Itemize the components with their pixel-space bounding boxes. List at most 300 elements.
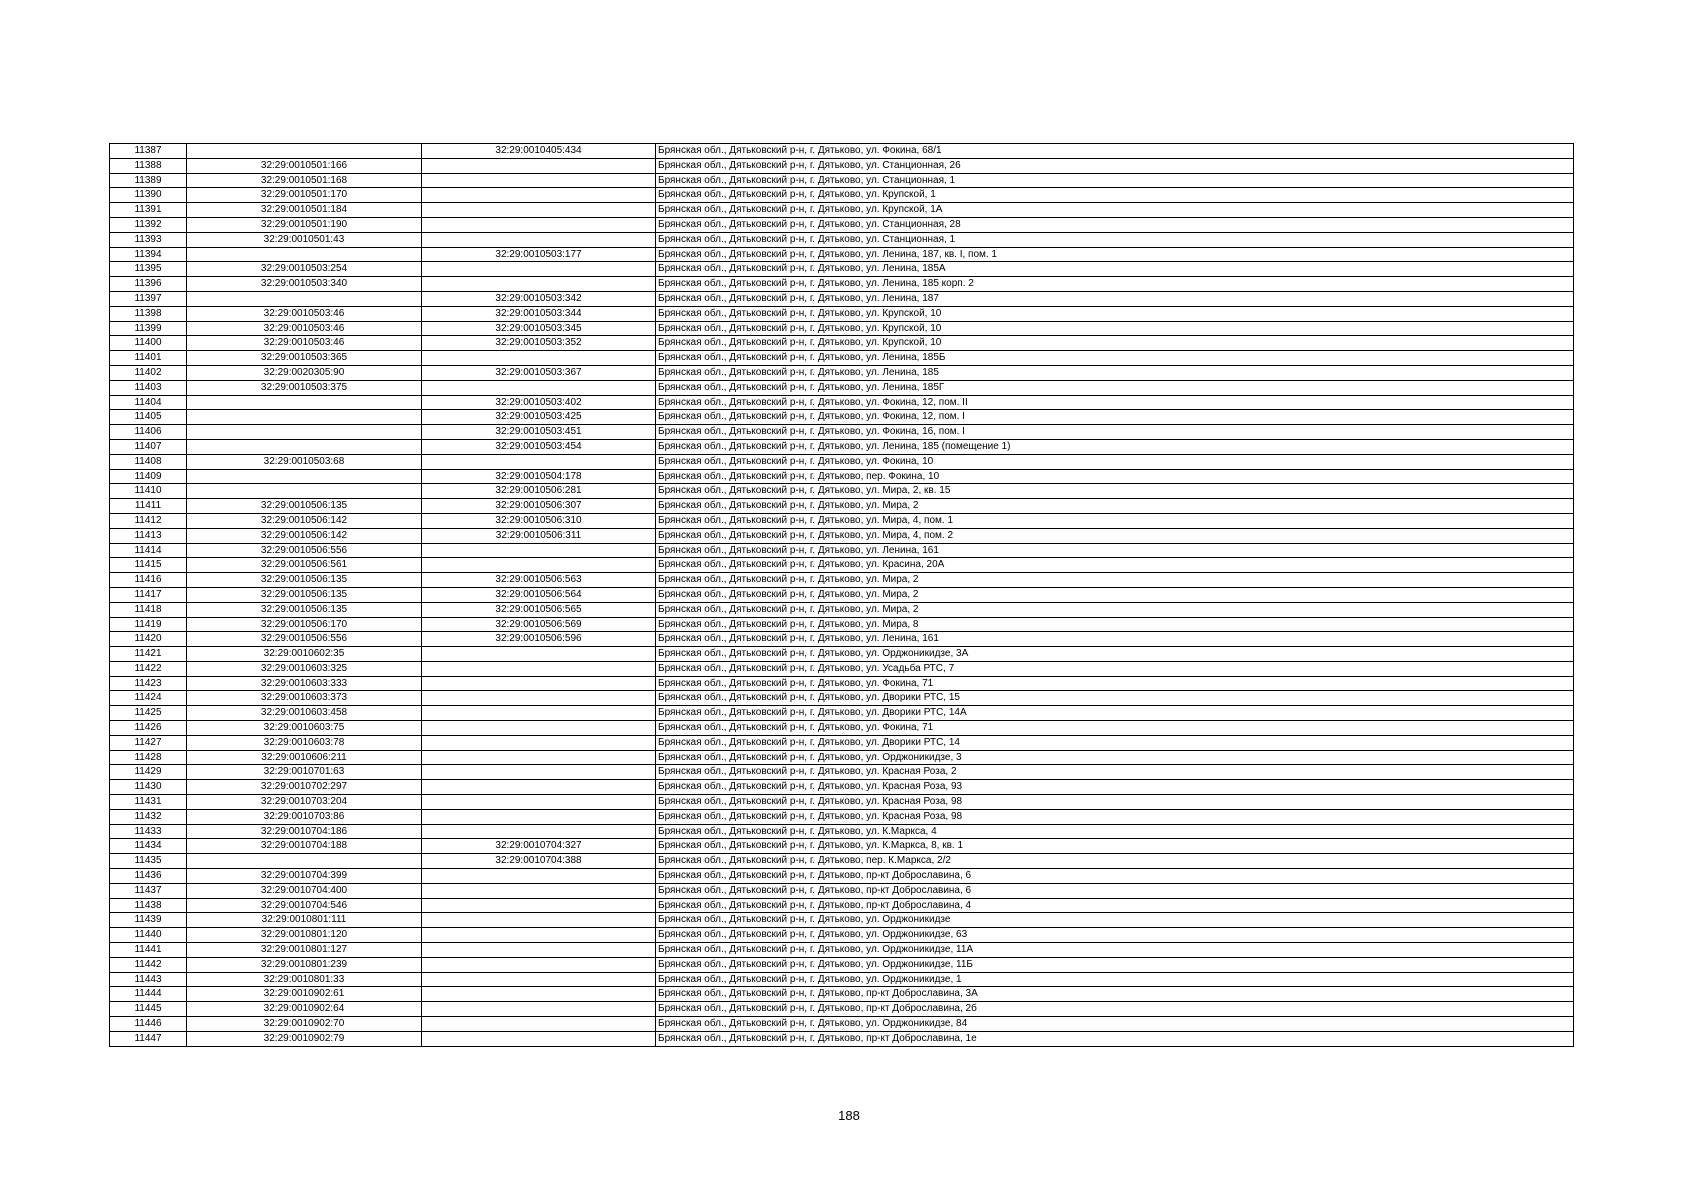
cell-row-number: 11403 <box>110 380 187 395</box>
table-row <box>110 972 1574 987</box>
cell-cadastral-number: 32:29:0010501:190 <box>187 217 422 232</box>
cell-cadastral-number <box>187 291 422 306</box>
cell-address: Брянская обл., Дятьковский р-н, г. Дятьково, ул. Ленина, 185 <box>656 365 1574 380</box>
table-row <box>110 913 1574 928</box>
cell-cadastral-number: 32:29:0010902:64 <box>187 1002 422 1017</box>
cell-cadastral-number: 32:29:0010603:373 <box>187 691 422 706</box>
cell-row-number: 11423 <box>110 676 187 691</box>
cell-cadastral-number: 32:29:0010704:186 <box>187 824 422 839</box>
cell-cadastral-number: 32:29:0010603:333 <box>187 676 422 691</box>
cell-object-cadastral-number: 32:29:0010503:451 <box>422 425 656 440</box>
cell-cadastral-number: 32:29:0010501:168 <box>187 173 422 188</box>
table-row <box>110 173 1574 188</box>
cell-object-cadastral-number: 32:29:0010503:454 <box>422 439 656 454</box>
cell-object-cadastral-number: 32:29:0010503:402 <box>422 395 656 410</box>
table-row <box>110 277 1574 292</box>
cell-address: Брянская обл., Дятьковский р-н, г. Дятьково, ул. Дворики РТС, 15 <box>656 691 1574 706</box>
table-row <box>110 928 1574 943</box>
table-row <box>110 824 1574 839</box>
cell-row-number: 11418 <box>110 602 187 617</box>
cell-row-number: 11420 <box>110 632 187 647</box>
cell-address: Брянская обл., Дятьковский р-н, г. Дятьково, ул. Ленина, 185Б <box>656 351 1574 366</box>
cell-address: Брянская обл., Дятьковский р-н, г. Дятьково, ул. Крупской, 10 <box>656 321 1574 336</box>
cell-cadastral-number: 32:29:0010503:375 <box>187 380 422 395</box>
table-row <box>110 336 1574 351</box>
cell-address: Брянская обл., Дятьковский р-н, г. Дятьково, ул. Орджоникидзе, 11Б <box>656 957 1574 972</box>
cell-object-cadastral-number <box>422 158 656 173</box>
cell-object-cadastral-number <box>422 898 656 913</box>
cell-row-number: 11427 <box>110 735 187 750</box>
registry-table-body <box>110 144 1574 1047</box>
cell-cadastral-number: 32:29:0010506:135 <box>187 499 422 514</box>
cell-object-cadastral-number <box>422 380 656 395</box>
cell-address: Брянская обл., Дятьковский р-н, г. Дятьково, пр-кт Доброславина, 2б <box>656 1002 1574 1017</box>
cell-row-number: 11429 <box>110 765 187 780</box>
cell-row-number: 11440 <box>110 928 187 943</box>
cell-object-cadastral-number: 32:29:0010506:563 <box>422 573 656 588</box>
table-row <box>110 632 1574 647</box>
cell-row-number: 11404 <box>110 395 187 410</box>
cell-object-cadastral-number: 32:29:0010503:425 <box>422 410 656 425</box>
cell-cadastral-number: 32:29:0010703:204 <box>187 795 422 810</box>
cell-address: Брянская обл., Дятьковский р-н, г. Дятьково, ул. Орджоникидзе <box>656 913 1574 928</box>
cell-cadastral-number: 32:29:0010704:399 <box>187 869 422 884</box>
cell-object-cadastral-number: 32:29:0010506:307 <box>422 499 656 514</box>
cell-address: Брянская обл., Дятьковский р-н, г. Дятьково, пер. К.Маркса, 2/2 <box>656 854 1574 869</box>
cell-row-number: 11409 <box>110 469 187 484</box>
cell-address: Брянская обл., Дятьковский р-н, г. Дятьково, ул. Мира, 2, кв. 15 <box>656 484 1574 499</box>
cell-address: Брянская обл., Дятьковский р-н, г. Дятьково, пр-кт Доброславина, 6 <box>656 869 1574 884</box>
cell-row-number: 11414 <box>110 543 187 558</box>
cell-row-number: 11400 <box>110 336 187 351</box>
cell-row-number: 11398 <box>110 306 187 321</box>
cell-cadastral-number: 32:29:0010801:111 <box>187 913 422 928</box>
cell-address: Брянская обл., Дятьковский р-н, г. Дятьково, ул. Орджоникидзе, 1 <box>656 972 1574 987</box>
cell-address: Брянская обл., Дятьковский р-н, г. Дятьково, ул. Крупской, 10 <box>656 306 1574 321</box>
cell-address: Брянская обл., Дятьковский р-н, г. Дятьково, ул. Ленина, 161 <box>656 632 1574 647</box>
cell-object-cadastral-number <box>422 543 656 558</box>
cell-row-number: 11434 <box>110 839 187 854</box>
cell-row-number: 11441 <box>110 943 187 958</box>
cell-object-cadastral-number <box>422 188 656 203</box>
cell-row-number: 11390 <box>110 188 187 203</box>
cell-address: Брянская обл., Дятьковский р-н, г. Дятьково, ул. Дворики РТС, 14 <box>656 735 1574 750</box>
cell-object-cadastral-number <box>422 943 656 958</box>
cell-address: Брянская обл., Дятьковский р-н, г. Дятьково, ул. Мира, 2 <box>656 602 1574 617</box>
cell-address: Брянская обл., Дятьковский р-н, г. Дятьково, ул. Фокина, 16, пом. I <box>656 425 1574 440</box>
cell-address: Брянская обл., Дятьковский р-н, г. Дятьково, ул. Мира, 8 <box>656 617 1574 632</box>
cell-row-number: 11421 <box>110 647 187 662</box>
cell-address: Брянская обл., Дятьковский р-н, г. Дятьково, ул. Крупской, 10 <box>656 336 1574 351</box>
cell-row-number: 11407 <box>110 439 187 454</box>
cell-object-cadastral-number <box>422 765 656 780</box>
table-row <box>110 469 1574 484</box>
cell-row-number: 11443 <box>110 972 187 987</box>
cell-row-number: 11397 <box>110 291 187 306</box>
table-row <box>110 528 1574 543</box>
cell-cadastral-number: 32:29:0020305:90 <box>187 365 422 380</box>
cell-cadastral-number: 32:29:0010501:184 <box>187 203 422 218</box>
cell-cadastral-number: 32:29:0010801:120 <box>187 928 422 943</box>
cell-cadastral-number: 32:29:0010701:63 <box>187 765 422 780</box>
cell-cadastral-number: 32:29:0010603:78 <box>187 735 422 750</box>
cell-address: Брянская обл., Дятьковский р-н, г. Дятьково, ул. Фокина, 10 <box>656 454 1574 469</box>
cell-cadastral-number: 32:29:0010501:166 <box>187 158 422 173</box>
cell-address: Брянская обл., Дятьковский р-н, г. Дятьково, ул. Ленина, 185Г <box>656 380 1574 395</box>
cell-cadastral-number: 32:29:0010503:46 <box>187 306 422 321</box>
cell-address: Брянская обл., Дятьковский р-н, г. Дятьково, ул. Фокина, 71 <box>656 721 1574 736</box>
cell-address: Брянская обл., Дятьковский р-н, г. Дятьково, ул. Фокина, 68/1 <box>656 144 1574 159</box>
cell-address: Брянская обл., Дятьковский р-н, г. Дятьково, ул. Орджоникидзе, 11А <box>656 943 1574 958</box>
cell-object-cadastral-number <box>422 232 656 247</box>
cell-address: Брянская обл., Дятьковский р-н, г. Дятьково, ул. Фокина, 12, пом. II <box>656 395 1574 410</box>
table-row <box>110 306 1574 321</box>
cell-cadastral-number: 32:29:0010603:75 <box>187 721 422 736</box>
cell-row-number: 11430 <box>110 780 187 795</box>
table-row <box>110 291 1574 306</box>
cell-object-cadastral-number <box>422 217 656 232</box>
cell-row-number: 11392 <box>110 217 187 232</box>
cell-cadastral-number: 32:29:0010902:79 <box>187 1031 422 1046</box>
cell-object-cadastral-number <box>422 1002 656 1017</box>
cell-address: Брянская обл., Дятьковский р-н, г. Дятьково, ул. Ленина, 185А <box>656 262 1574 277</box>
cell-address: Брянская обл., Дятьковский р-н, г. Дятьково, ул. Ленина, 187 <box>656 291 1574 306</box>
cell-address: Брянская обл., Дятьковский р-н, г. Дятьково, пр-кт Доброславина, 1е <box>656 1031 1574 1046</box>
cell-address: Брянская обл., Дятьковский р-н, г. Дятьково, ул. Красная Роза, 93 <box>656 780 1574 795</box>
cell-address: Брянская обл., Дятьковский р-н, г. Дятьково, пер. Фокина, 10 <box>656 469 1574 484</box>
cell-object-cadastral-number <box>422 454 656 469</box>
cell-row-number: 11396 <box>110 277 187 292</box>
cell-object-cadastral-number <box>422 869 656 884</box>
cell-cadastral-number: 32:29:0010902:61 <box>187 987 422 1002</box>
cell-row-number: 11401 <box>110 351 187 366</box>
table-row <box>110 247 1574 262</box>
cell-object-cadastral-number: 32:29:0010504:178 <box>422 469 656 484</box>
cell-address: Брянская обл., Дятьковский р-н, г. Дятьково, ул. Красная Роза, 2 <box>656 765 1574 780</box>
table-row <box>110 869 1574 884</box>
cell-row-number: 11433 <box>110 824 187 839</box>
cell-object-cadastral-number <box>422 928 656 943</box>
cell-object-cadastral-number: 32:29:0010506:311 <box>422 528 656 543</box>
table-row <box>110 676 1574 691</box>
table-row <box>110 691 1574 706</box>
table-row <box>110 1031 1574 1046</box>
cell-object-cadastral-number: 32:29:0010503:367 <box>422 365 656 380</box>
cell-row-number: 11402 <box>110 365 187 380</box>
table-row <box>110 188 1574 203</box>
cell-address: Брянская обл., Дятьковский р-н, г. Дятьково, ул. Станционная, 1 <box>656 173 1574 188</box>
cell-object-cadastral-number <box>422 1031 656 1046</box>
table-row <box>110 1017 1574 1032</box>
cell-cadastral-number: 32:29:0010501:170 <box>187 188 422 203</box>
table-row <box>110 558 1574 573</box>
cell-object-cadastral-number <box>422 173 656 188</box>
cell-object-cadastral-number <box>422 913 656 928</box>
cell-object-cadastral-number <box>422 972 656 987</box>
cell-object-cadastral-number <box>422 883 656 898</box>
table-row <box>110 262 1574 277</box>
cell-object-cadastral-number <box>422 824 656 839</box>
cell-address: Брянская обл., Дятьковский р-н, г. Дятьково, ул. Ленина, 187, кв. I, пом. 1 <box>656 247 1574 262</box>
cell-address: Брянская обл., Дятьковский р-н, г. Дятьково, ул. Фокина, 71 <box>656 676 1574 691</box>
cell-cadastral-number: 32:29:0010506:556 <box>187 632 422 647</box>
table-row <box>110 203 1574 218</box>
cell-object-cadastral-number <box>422 750 656 765</box>
table-row <box>110 499 1574 514</box>
cell-row-number: 11431 <box>110 795 187 810</box>
table-row <box>110 750 1574 765</box>
table-row <box>110 957 1574 972</box>
cell-address: Брянская обл., Дятьковский р-н, г. Дятьково, ул. Красная Роза, 98 <box>656 795 1574 810</box>
cell-cadastral-number <box>187 854 422 869</box>
cell-cadastral-number: 32:29:0010506:556 <box>187 543 422 558</box>
cell-cadastral-number: 32:29:0010603:458 <box>187 706 422 721</box>
cell-object-cadastral-number <box>422 957 656 972</box>
cell-cadastral-number <box>187 410 422 425</box>
cell-object-cadastral-number <box>422 558 656 573</box>
cell-address: Брянская обл., Дятьковский р-н, г. Дятьково, ул. Фокина, 12, пом. I <box>656 410 1574 425</box>
cell-row-number: 11399 <box>110 321 187 336</box>
cell-cadastral-number: 32:29:0010503:365 <box>187 351 422 366</box>
cell-row-number: 11411 <box>110 499 187 514</box>
table-row <box>110 809 1574 824</box>
cell-row-number: 11412 <box>110 513 187 528</box>
cell-address: Брянская обл., Дятьковский р-н, г. Дятьково, ул. Ленина, 185 корп. 2 <box>656 277 1574 292</box>
cell-cadastral-number <box>187 144 422 159</box>
cell-row-number: 11419 <box>110 617 187 632</box>
table-row <box>110 647 1574 662</box>
table-row <box>110 839 1574 854</box>
cell-object-cadastral-number: 32:29:0010503:177 <box>422 247 656 262</box>
table-row <box>110 617 1574 632</box>
cell-cadastral-number: 32:29:0010503:68 <box>187 454 422 469</box>
table-row <box>110 661 1574 676</box>
cell-object-cadastral-number <box>422 1017 656 1032</box>
cell-object-cadastral-number <box>422 795 656 810</box>
cell-address: Брянская обл., Дятьковский р-н, г. Дятьково, ул. Ленина, 161 <box>656 543 1574 558</box>
table-row <box>110 543 1574 558</box>
cell-cadastral-number: 32:29:0010501:43 <box>187 232 422 247</box>
cell-address: Брянская обл., Дятьковский р-н, г. Дятьково, ул. Станционная, 28 <box>656 217 1574 232</box>
cell-row-number: 11437 <box>110 883 187 898</box>
cell-cadastral-number: 32:29:0010702:297 <box>187 780 422 795</box>
table-row <box>110 780 1574 795</box>
cell-row-number: 11445 <box>110 1002 187 1017</box>
table-row <box>110 513 1574 528</box>
cell-object-cadastral-number: 32:29:0010506:564 <box>422 587 656 602</box>
cell-object-cadastral-number <box>422 809 656 824</box>
cell-row-number: 11406 <box>110 425 187 440</box>
cell-cadastral-number <box>187 425 422 440</box>
cell-row-number: 11442 <box>110 957 187 972</box>
table-row <box>110 706 1574 721</box>
cell-cadastral-number: 32:29:0010902:70 <box>187 1017 422 1032</box>
cell-address: Брянская обл., Дятьковский р-н, г. Дятьково, ул. Станционная, 26 <box>656 158 1574 173</box>
table-row <box>110 439 1574 454</box>
cell-row-number: 11391 <box>110 203 187 218</box>
registry-table <box>109 143 1574 1047</box>
cell-cadastral-number: 32:29:0010506:170 <box>187 617 422 632</box>
table-row <box>110 425 1574 440</box>
cell-address: Брянская обл., Дятьковский р-н, г. Дятьково, пр-кт Доброславина, 6 <box>656 883 1574 898</box>
cell-object-cadastral-number: 32:29:0010506:569 <box>422 617 656 632</box>
cell-cadastral-number: 32:29:0010801:33 <box>187 972 422 987</box>
table-row <box>110 721 1574 736</box>
cell-cadastral-number <box>187 395 422 410</box>
cell-cadastral-number: 32:29:0010503:46 <box>187 336 422 351</box>
cell-cadastral-number <box>187 247 422 262</box>
table-row <box>110 395 1574 410</box>
cell-cadastral-number: 32:29:0010506:142 <box>187 528 422 543</box>
cell-cadastral-number: 32:29:0010704:188 <box>187 839 422 854</box>
cell-address: Брянская обл., Дятьковский р-н, г. Дятьково, ул. Мира, 4, пом. 2 <box>656 528 1574 543</box>
cell-address: Брянская обл., Дятьковский р-н, г. Дятьково, ул. Красина, 20А <box>656 558 1574 573</box>
cell-row-number: 11415 <box>110 558 187 573</box>
cell-row-number: 11389 <box>110 173 187 188</box>
cell-cadastral-number: 32:29:0010603:325 <box>187 661 422 676</box>
cell-address: Брянская обл., Дятьковский р-н, г. Дятьково, ул. Орджоникидзе, 3 <box>656 750 1574 765</box>
cell-row-number: 11444 <box>110 987 187 1002</box>
table-row <box>110 454 1574 469</box>
table-row <box>110 321 1574 336</box>
cell-object-cadastral-number: 32:29:0010506:310 <box>422 513 656 528</box>
cell-cadastral-number: 32:29:0010606:211 <box>187 750 422 765</box>
cell-row-number: 11424 <box>110 691 187 706</box>
cell-address: Брянская обл., Дятьковский р-н, г. Дятьково, ул. Ленина, 185 (помещение 1) <box>656 439 1574 454</box>
cell-object-cadastral-number <box>422 721 656 736</box>
cell-object-cadastral-number: 32:29:0010503:344 <box>422 306 656 321</box>
cell-cadastral-number: 32:29:0010506:135 <box>187 573 422 588</box>
cell-row-number: 11426 <box>110 721 187 736</box>
cell-cadastral-number: 32:29:0010703:86 <box>187 809 422 824</box>
table-row <box>110 484 1574 499</box>
cell-object-cadastral-number <box>422 706 656 721</box>
cell-cadastral-number: 32:29:0010704:400 <box>187 883 422 898</box>
cell-row-number: 11428 <box>110 750 187 765</box>
cell-row-number: 11405 <box>110 410 187 425</box>
cell-row-number: 11446 <box>110 1017 187 1032</box>
cell-row-number: 11439 <box>110 913 187 928</box>
cell-address: Брянская обл., Дятьковский р-н, г. Дятьково, ул. Орджоникидзе, 3А <box>656 647 1574 662</box>
cell-row-number: 11432 <box>110 809 187 824</box>
cell-object-cadastral-number <box>422 735 656 750</box>
cell-object-cadastral-number <box>422 661 656 676</box>
cell-cadastral-number: 32:29:0010506:135 <box>187 602 422 617</box>
cell-object-cadastral-number <box>422 277 656 292</box>
cell-object-cadastral-number <box>422 691 656 706</box>
cell-cadastral-number: 32:29:0010506:142 <box>187 513 422 528</box>
cell-object-cadastral-number: 32:29:0010506:596 <box>422 632 656 647</box>
table-row <box>110 795 1574 810</box>
cell-address: Брянская обл., Дятьковский р-н, г. Дятьково, ул. Крупской, 1 <box>656 188 1574 203</box>
cell-address: Брянская обл., Дятьковский р-н, г. Дятьково, ул. Мира, 2 <box>656 573 1574 588</box>
cell-object-cadastral-number <box>422 262 656 277</box>
cell-object-cadastral-number <box>422 647 656 662</box>
cell-object-cadastral-number: 32:29:0010704:388 <box>422 854 656 869</box>
table-row <box>110 898 1574 913</box>
cell-row-number: 11435 <box>110 854 187 869</box>
cell-object-cadastral-number: 32:29:0010503:345 <box>422 321 656 336</box>
table-row <box>110 144 1574 159</box>
cell-address: Брянская обл., Дятьковский р-н, г. Дятьково, пр-кт Доброславина, 3А <box>656 987 1574 1002</box>
cell-object-cadastral-number: 32:29:0010506:565 <box>422 602 656 617</box>
cell-row-number: 11425 <box>110 706 187 721</box>
table-row <box>110 587 1574 602</box>
cell-object-cadastral-number <box>422 351 656 366</box>
cell-object-cadastral-number <box>422 676 656 691</box>
cell-cadastral-number: 32:29:0010801:239 <box>187 957 422 972</box>
cell-object-cadastral-number: 32:29:0010503:342 <box>422 291 656 306</box>
table-row <box>110 943 1574 958</box>
cell-row-number: 11413 <box>110 528 187 543</box>
table-row <box>110 217 1574 232</box>
cell-cadastral-number: 32:29:0010503:254 <box>187 262 422 277</box>
cell-object-cadastral-number <box>422 780 656 795</box>
table-row <box>110 987 1574 1002</box>
table-row <box>110 573 1574 588</box>
cell-address: Брянская обл., Дятьковский р-н, г. Дятьково, ул. К.Маркса, 4 <box>656 824 1574 839</box>
cell-row-number: 11447 <box>110 1031 187 1046</box>
cell-address: Брянская обл., Дятьковский р-н, г. Дятьково, ул. Орджоникидзе, 63 <box>656 928 1574 943</box>
cell-address: Брянская обл., Дятьковский р-н, г. Дятьково, ул. Усадьба РТС, 7 <box>656 661 1574 676</box>
table-row <box>110 410 1574 425</box>
table-row <box>110 854 1574 869</box>
cell-cadastral-number: 32:29:0010503:46 <box>187 321 422 336</box>
table-row <box>110 735 1574 750</box>
cell-address: Брянская обл., Дятьковский р-н, г. Дятьково, ул. Красная Роза, 98 <box>656 809 1574 824</box>
table-row <box>110 602 1574 617</box>
cell-cadastral-number: 32:29:0010704:546 <box>187 898 422 913</box>
cell-address: Брянская обл., Дятьковский р-н, г. Дятьково, ул. Дворики РТС, 14А <box>656 706 1574 721</box>
cell-row-number: 11422 <box>110 661 187 676</box>
cell-row-number: 11393 <box>110 232 187 247</box>
cell-cadastral-number <box>187 484 422 499</box>
cell-row-number: 11394 <box>110 247 187 262</box>
table-row <box>110 765 1574 780</box>
cell-row-number: 11388 <box>110 158 187 173</box>
cell-row-number: 11417 <box>110 587 187 602</box>
table-row <box>110 351 1574 366</box>
cell-object-cadastral-number: 32:29:0010503:352 <box>422 336 656 351</box>
cell-address: Брянская обл., Дятьковский р-н, г. Дятьково, ул. К.Маркса, 8, кв. 1 <box>656 839 1574 854</box>
cell-row-number: 11395 <box>110 262 187 277</box>
cell-address: Брянская обл., Дятьковский р-н, г. Дятьково, пр-кт Доброславина, 4 <box>656 898 1574 913</box>
cell-object-cadastral-number: 32:29:0010704:327 <box>422 839 656 854</box>
cell-cadastral-number: 32:29:0010503:340 <box>187 277 422 292</box>
cell-address: Брянская обл., Дятьковский р-н, г. Дятьково, ул. Мира, 2 <box>656 499 1574 514</box>
cell-object-cadastral-number <box>422 203 656 218</box>
page-number: 188 <box>838 1108 860 1123</box>
cell-cadastral-number: 32:29:0010506:135 <box>187 587 422 602</box>
cell-cadastral-number <box>187 469 422 484</box>
table-row <box>110 158 1574 173</box>
cell-object-cadastral-number: 32:29:0010405:434 <box>422 144 656 159</box>
table-row <box>110 380 1574 395</box>
cell-address: Брянская обл., Дятьковский р-н, г. Дятьково, ул. Крупской, 1А <box>656 203 1574 218</box>
cell-row-number: 11416 <box>110 573 187 588</box>
cell-address: Брянская обл., Дятьковский р-н, г. Дятьково, ул. Станционная, 1 <box>656 232 1574 247</box>
cell-address: Брянская обл., Дятьковский р-н, г. Дятьково, ул. Орджоникидзе, 84 <box>656 1017 1574 1032</box>
cell-cadastral-number: 32:29:0010506:561 <box>187 558 422 573</box>
cell-row-number: 11436 <box>110 869 187 884</box>
table-row <box>110 1002 1574 1017</box>
cell-object-cadastral-number: 32:29:0010506:281 <box>422 484 656 499</box>
table-row <box>110 232 1574 247</box>
cell-cadastral-number: 32:29:0010602:35 <box>187 647 422 662</box>
table-row <box>110 883 1574 898</box>
cell-object-cadastral-number <box>422 987 656 1002</box>
cell-row-number: 11387 <box>110 144 187 159</box>
